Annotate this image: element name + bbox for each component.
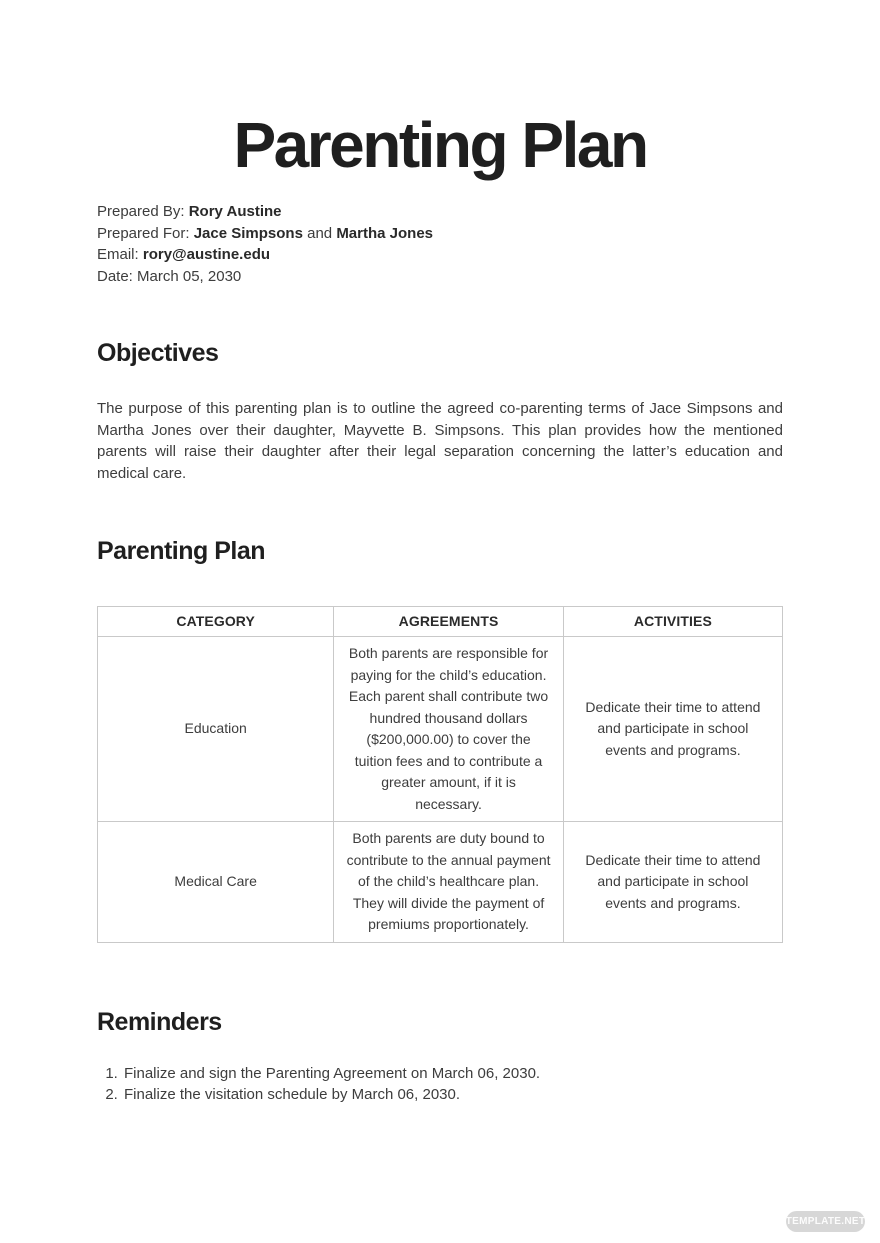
prepared-by-label: Prepared By: xyxy=(97,203,185,221)
prepared-for-value-2: Martha Jones xyxy=(336,224,434,242)
table-header-row xyxy=(98,607,783,637)
cell-activities: Dedicate their time to attend and participate in school events and programs. xyxy=(563,822,782,943)
meta-line-date xyxy=(97,266,783,288)
email-value: rory@austine.edu xyxy=(142,246,271,264)
meta-line-prepared-by xyxy=(97,201,783,223)
list-item: 1. Finalize and sign the Parenting Agreement on March 06, 2030. xyxy=(122,1063,783,1085)
table-header-agreements: AGREEMENTS xyxy=(334,607,563,637)
table-header-activities: ACTIVITIES xyxy=(563,607,782,637)
prepared-for-conjunction: and xyxy=(307,224,333,242)
reminders-list xyxy=(97,1063,783,1106)
cell-activities: Dedicate their time to attend and participate in school events and programs. xyxy=(563,637,782,822)
prepared-for-value-1: Jace Simpsons xyxy=(193,224,303,242)
cell-category: Education xyxy=(98,637,334,822)
date-value: March 05, 2030 xyxy=(137,267,242,285)
cell-agreements: Both parents are responsible for paying for the child’s education. Each parent shall contribute two hundred thousand dollars ($200,000.00) to cover the tuition fees and to contribute a greater amount, if it is necessary. xyxy=(334,637,563,822)
cell-category: Medical Care xyxy=(98,822,334,943)
cell-agreements: Both parents are duty bound to contribute to the annual payment of the child’s healthcare plan. They will divide the payment of premiums proportionately. xyxy=(334,822,563,943)
parenting-plan-heading: Parenting Plan xyxy=(97,537,266,566)
date-label: Date: xyxy=(97,267,133,285)
meta-line-prepared-for xyxy=(97,223,783,245)
prepared-for-label: Prepared For: xyxy=(97,224,190,242)
list-item: 2. Finalize the visitation schedule by March 06, 2030. xyxy=(122,1084,783,1106)
template-net-watermark-badge xyxy=(786,1211,865,1232)
reminders-heading: Reminders xyxy=(97,1007,222,1036)
document-meta xyxy=(97,201,783,287)
document-title: Parenting Plan xyxy=(233,109,647,181)
meta-line-email xyxy=(97,244,783,266)
prepared-by-value: Rory Austine xyxy=(188,203,282,221)
table-row xyxy=(98,637,783,822)
parenting-plan-table xyxy=(97,606,783,943)
email-label: Email: xyxy=(97,246,139,264)
table-row xyxy=(98,822,783,943)
watermark-label: TEMPLATE.NET xyxy=(785,1216,866,1227)
table-header-category: CATEGORY xyxy=(98,607,334,637)
objectives-paragraph: The purpose of this parenting plan is to outline the agreed co-parenting terms of Jace Simpsons and Martha Jones over their daughter, Mayvette B. Simpsons. This plan provides how the mentioned parents will raise their daughter after their legal separation concerning the latter’s education and medical care. xyxy=(97,400,783,482)
objectives-heading: Objectives xyxy=(97,339,219,368)
